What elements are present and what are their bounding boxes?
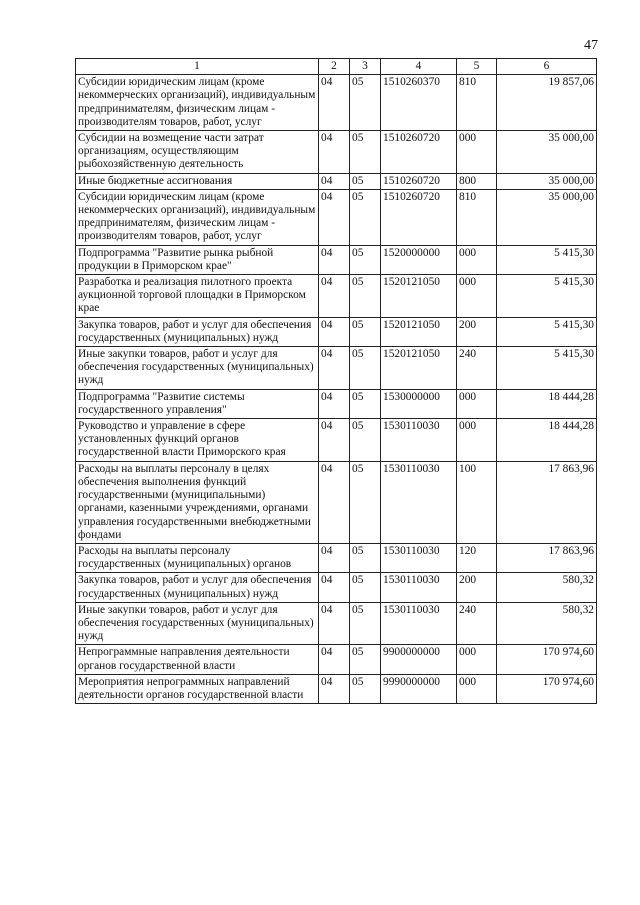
row-target-cell: 1520121050 [381,275,457,318]
row-name-cell: Руководство и управление в сфере установленных функций органов государственной власти Приморского края [76,419,319,462]
row-amount-cell: 5 415,30 [497,245,597,274]
row-name-cell: Закупка товаров, работ и услуг для обеспечения государственных (муниципальных) нужд [76,573,319,602]
row-amount-cell: 35 000,00 [497,131,597,174]
column-header: 5 [457,59,497,75]
row-target-cell: 1510260720 [381,173,457,189]
row-section-cell: 04 [319,674,350,703]
row-target-cell: 1510260720 [381,131,457,174]
row-name-cell: Иные закупки товаров, работ и услуг для обеспечения государственных (муниципальных) нужд [76,602,319,645]
row-target-cell: 9990000000 [381,674,457,703]
row-section-cell: 04 [319,389,350,418]
table-row [76,645,597,674]
row-name-cell: Иные закупки товаров, работ и услуг для обеспечения государственных (муниципальных) нужд [76,347,319,390]
row-subsection-cell: 05 [350,674,381,703]
row-section-cell: 04 [319,573,350,602]
row-amount-cell: 17 863,96 [497,461,597,543]
table-row [76,573,597,602]
row-name-cell: Расходы на выплаты персоналу государственных (муниципальных) органов [76,543,319,572]
row-section-cell: 04 [319,543,350,572]
table-row [76,543,597,572]
row-subsection-cell: 05 [350,173,381,189]
row-section-cell: 04 [319,461,350,543]
table-row [76,461,597,543]
row-expense-type-cell: 810 [457,189,497,245]
row-target-cell: 1510260720 [381,189,457,245]
row-subsection-cell: 05 [350,347,381,390]
column-header: 4 [381,59,457,75]
table-row [76,347,597,390]
budget-table [75,58,597,704]
column-header: 2 [319,59,350,75]
row-subsection-cell: 05 [350,245,381,274]
row-amount-cell: 5 415,30 [497,347,597,390]
row-expense-type-cell: 000 [457,389,497,418]
row-section-cell: 04 [319,245,350,274]
row-section-cell: 04 [319,317,350,346]
row-subsection-cell: 05 [350,317,381,346]
row-target-cell: 1530110030 [381,573,457,602]
table-body [76,75,597,704]
row-subsection-cell: 05 [350,461,381,543]
page-number: 47 [584,38,598,53]
row-amount-cell: 18 444,28 [497,419,597,462]
row-subsection-cell: 05 [350,75,381,131]
row-amount-cell: 35 000,00 [497,173,597,189]
row-target-cell: 9900000000 [381,645,457,674]
row-section-cell: 04 [319,275,350,318]
table-row [76,389,597,418]
row-amount-cell: 5 415,30 [497,317,597,346]
row-name-cell: Мероприятия непрограммных направлений деятельности органов государственной власти [76,674,319,703]
row-subsection-cell: 05 [350,645,381,674]
row-target-cell: 1510260370 [381,75,457,131]
row-name-cell: Подпрограмма "Развитие рынка рыбной продукции в Приморском крае" [76,245,319,274]
row-target-cell: 1530110030 [381,461,457,543]
row-section-cell: 04 [319,75,350,131]
row-target-cell: 1520121050 [381,317,457,346]
row-name-cell: Субсидии юридическим лицам (кроме некоммерческих организаций), индивидуальным предпринимателям, физическим лицам - производителям товаров, работ, услуг [76,75,319,131]
row-expense-type-cell: 800 [457,173,497,189]
row-expense-type-cell: 000 [457,645,497,674]
row-amount-cell: 5 415,30 [497,275,597,318]
row-name-cell: Субсидии юридическим лицам (кроме некоммерческих организаций), индивидуальным предпринимателям, физическим лицам - производителям товаров, работ, услуг [76,189,319,245]
table-row [76,131,597,174]
row-expense-type-cell: 240 [457,347,497,390]
table-row [76,317,597,346]
row-expense-type-cell: 240 [457,602,497,645]
row-name-cell: Закупка товаров, работ и услуг для обеспечения государственных (муниципальных) нужд [76,317,319,346]
row-amount-cell: 580,32 [497,573,597,602]
row-target-cell: 1530110030 [381,419,457,462]
row-expense-type-cell: 000 [457,245,497,274]
row-expense-type-cell: 000 [457,419,497,462]
row-target-cell: 1530110030 [381,602,457,645]
row-name-cell: Подпрограмма "Развитие системы государственного управления" [76,389,319,418]
table-row [76,189,597,245]
table-row [76,602,597,645]
row-expense-type-cell: 000 [457,131,497,174]
row-amount-cell: 35 000,00 [497,189,597,245]
row-section-cell: 04 [319,645,350,674]
row-amount-cell: 18 444,28 [497,389,597,418]
table-row [76,275,597,318]
row-amount-cell: 170 974,60 [497,674,597,703]
row-expense-type-cell: 810 [457,75,497,131]
row-subsection-cell: 05 [350,189,381,245]
table-row [76,75,597,131]
column-header: 1 [76,59,319,75]
row-section-cell: 04 [319,419,350,462]
row-expense-type-cell: 000 [457,275,497,318]
row-expense-type-cell: 200 [457,317,497,346]
row-amount-cell: 17 863,96 [497,543,597,572]
row-target-cell: 1530000000 [381,389,457,418]
table-row [76,173,597,189]
row-target-cell: 1530110030 [381,543,457,572]
row-section-cell: 04 [319,131,350,174]
row-name-cell: Расходы на выплаты персоналу в целях обеспечения выполнения функций государственными (муниципальными) органами, казенными учреждениями, органами управления государственными внебюджетными фондами [76,461,319,543]
row-name-cell: Разработка и реализация пилотного проекта аукционной торговой площадки в Приморском крае [76,275,319,318]
row-expense-type-cell: 100 [457,461,497,543]
column-header: 3 [350,59,381,75]
row-section-cell: 04 [319,602,350,645]
row-subsection-cell: 05 [350,275,381,318]
row-name-cell: Непрограммные направления деятельности органов государственной власти [76,645,319,674]
row-section-cell: 04 [319,173,350,189]
table-row [76,674,597,703]
row-target-cell: 1520121050 [381,347,457,390]
row-section-cell: 04 [319,347,350,390]
row-expense-type-cell: 000 [457,674,497,703]
row-expense-type-cell: 200 [457,573,497,602]
table-row [76,245,597,274]
row-subsection-cell: 05 [350,573,381,602]
header-row [76,59,597,75]
row-amount-cell: 170 974,60 [497,645,597,674]
row-section-cell: 04 [319,189,350,245]
row-subsection-cell: 05 [350,543,381,572]
column-header: 6 [497,59,597,75]
row-amount-cell: 580,32 [497,602,597,645]
row-subsection-cell: 05 [350,131,381,174]
row-subsection-cell: 05 [350,602,381,645]
row-amount-cell: 19 857,06 [497,75,597,131]
row-target-cell: 1520000000 [381,245,457,274]
row-subsection-cell: 05 [350,389,381,418]
row-name-cell: Субсидии на возмещение части затрат организациям, осуществляющим рыбохозяйственную деятельность [76,131,319,174]
row-expense-type-cell: 120 [457,543,497,572]
table-row [76,419,597,462]
row-name-cell: Иные бюджетные ассигнования [76,173,319,189]
row-subsection-cell: 05 [350,419,381,462]
